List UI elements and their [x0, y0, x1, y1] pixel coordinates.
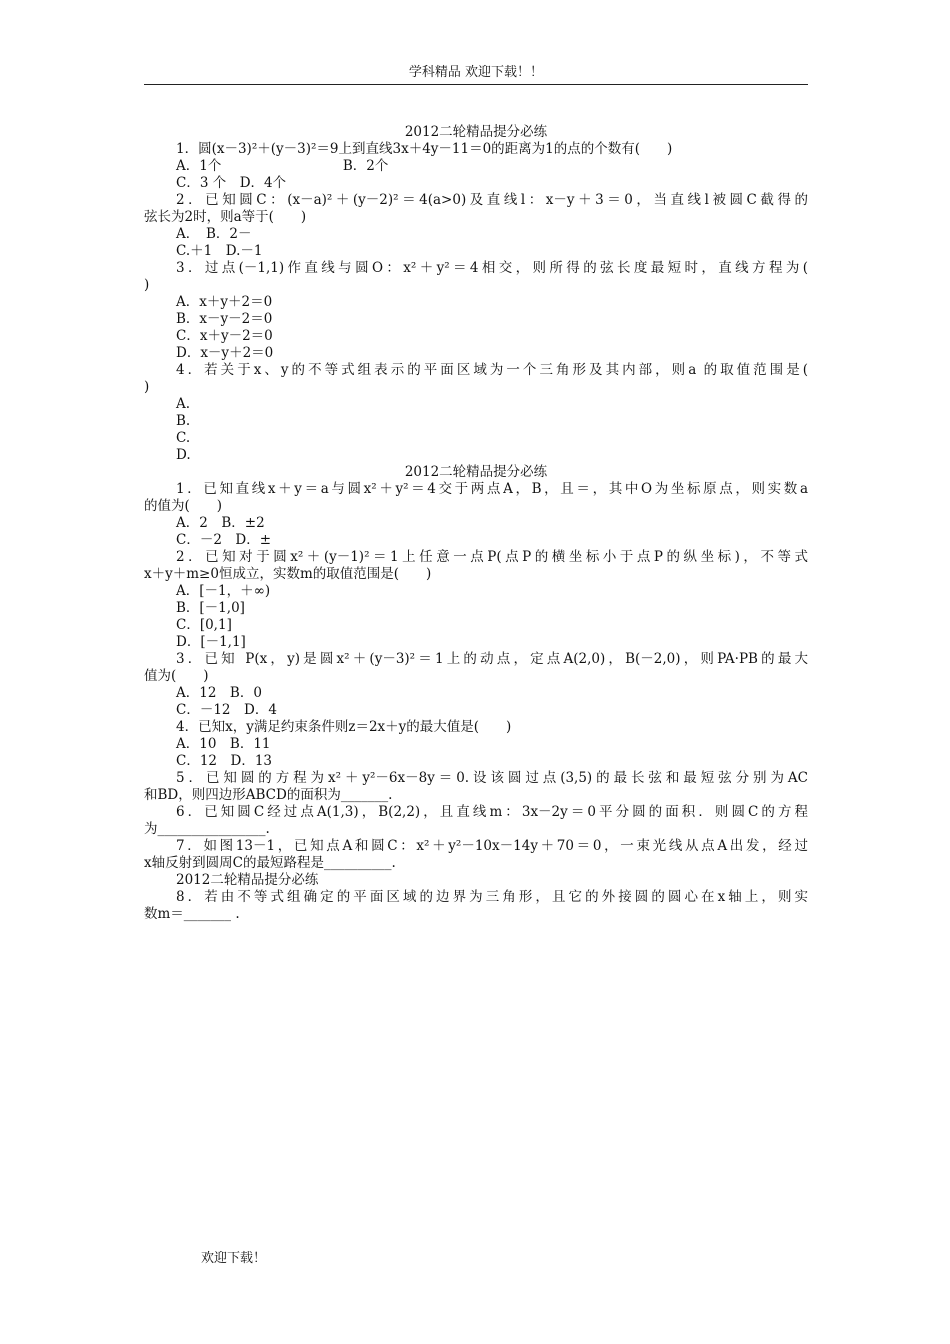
text-line: C.	[176, 430, 191, 446]
text-line: C．[0,1]	[176, 617, 232, 633]
text-line: 弦长为2时，则a等于( )	[144, 209, 307, 225]
text-line: A．2 B．±2	[176, 515, 265, 531]
text-line: 1．圆(x－3)²＋(y－3)²＝9上到直线3x＋4y－11＝0的距离为1的点的个数有( )	[176, 141, 673, 157]
header-divider	[144, 84, 808, 85]
text-line: 2012二轮精品提分必练	[404, 124, 548, 140]
text-line: C．x＋y－2＝0	[176, 328, 273, 344]
text-line: A.	[176, 396, 191, 412]
text-line: x轴反射到圆周C的最短路程是__________.	[144, 855, 396, 871]
text-line: 4．若关于x、y的不等式组表示的平面区域为一个三角形及其内部，则a 的取值范围是(	[176, 362, 808, 378]
text-line: 3．过点(－1,1)作直线与圆O：x²＋y²＝4相交，则所得的弦长度最短时，直线方程为(	[176, 260, 808, 276]
text-line: 和BD，则四边形ABCD的面积为_______.	[144, 787, 393, 803]
text-line: A．12 B．0	[176, 685, 262, 701]
text-line: )	[144, 277, 150, 293]
text-line: 3．已知 P(x，y)是圆x²＋(y－3)²＝1上的动点，定点A(2,0)，B(－2,0)，则PA·PB的最大	[176, 651, 808, 667]
text-line: C.＋1 D.－1	[176, 243, 263, 259]
text-line: 7．如图13－1，已知点A和圆C：x²＋y²－10x－14y＋70＝0，一束光线从点A出发，经过	[176, 838, 808, 854]
text-line: C．－12 D．4	[176, 702, 277, 718]
text-line: C．－2 D．±	[176, 532, 272, 548]
text-line: B.	[176, 413, 191, 429]
text-line: 5．已知圆的方程为x²＋y²－6x－8y＝0.设该圆过点(3,5)的最长弦和最短弦分别为AC	[176, 770, 808, 786]
text-line: 4．已知x，y满足约束条件则z＝2x＋y的最大值是( )	[176, 719, 512, 735]
text-line: D．x－y＋2＝0	[176, 345, 274, 361]
text-line: A．[－1，＋∞)	[176, 583, 271, 599]
text-line: B．[－1,0]	[176, 600, 245, 616]
text-line: 8．若由不等式组确定的平面区域的边界为三角形，且它的外接圆的圆心在x轴上，则实	[176, 889, 808, 905]
text-line: )	[144, 379, 150, 395]
text-line: 值为( )	[144, 668, 209, 684]
text-line: A．10 B．11	[176, 736, 271, 752]
text-line: 1．已知直线x＋y＝a与圆x²＋y²＝4交于两点A，B，且＝，其中O为坐标原点，则实数a	[176, 481, 808, 497]
text-line: 2012二轮精品提分必练	[176, 872, 319, 888]
text-line: D.	[176, 447, 191, 463]
text-line: B．x－y－2＝0	[176, 311, 273, 327]
text-line: C．3 个 D．4个	[176, 175, 287, 191]
text-line: 2012二轮精品提分必练	[404, 464, 548, 480]
document-body	[144, 124, 808, 923]
page-footer: 欢迎下载！	[201, 1251, 267, 1266]
text-line: A．1个 B．2个	[176, 158, 389, 174]
text-line: D．[－1,1]	[176, 634, 246, 650]
text-line: 的值为( )	[144, 498, 223, 514]
text-line: 为________________.	[144, 821, 270, 837]
text-line: 6．已知圆C经过点A(1,3)，B(2,2)，且直线m：3x－2y＝0平分圆的面积．则圆C的方程	[176, 804, 808, 820]
page-header: 学科精品 欢迎下载！！	[408, 65, 544, 80]
text-line: 2．已知对于圆x²＋(y－1)²＝1上任意一点P(点P的横坐标小于点P的纵坐标)，不等式	[176, 549, 808, 565]
text-line: 数m＝_______ .	[144, 906, 240, 922]
text-line: 2．已知圆C：(x－a)²＋(y－2)²＝4(a>0)及直线l：x－y＋3＝0，当直线l被圆C截得的	[176, 192, 808, 208]
text-line: A． B．2－	[176, 226, 252, 242]
text-line: C．12 D．13	[176, 753, 273, 769]
text-line: x＋y＋m≥0恒成立，实数m的取值范围是( )	[144, 566, 432, 582]
text-line: A．x＋y＋2＝0	[176, 294, 273, 310]
